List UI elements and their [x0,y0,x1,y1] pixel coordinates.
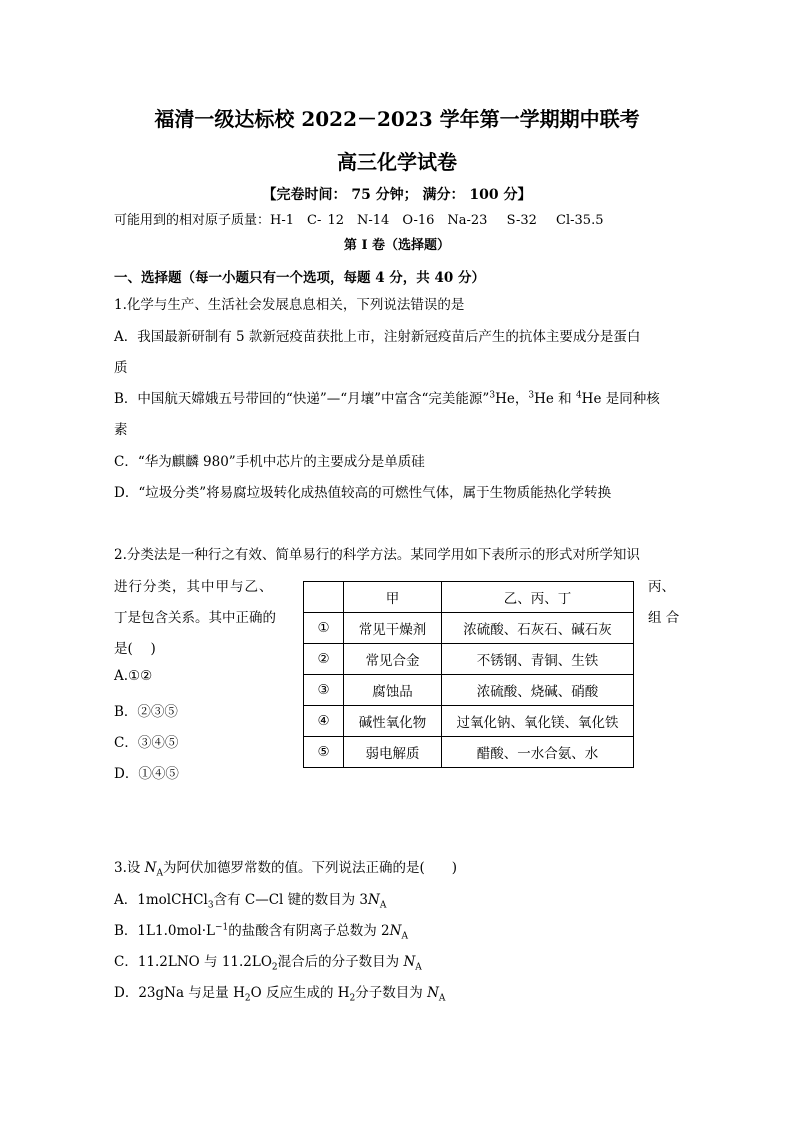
table-header-cell: 甲 [344,582,442,613]
table-row [304,613,634,644]
q3-option-d-text: 分子数目为 [355,985,428,1001]
q3-option-c-text: C．11.2LNO 与 11.2LO [114,954,272,970]
q2-option-c: C．③④⑤ [114,735,179,751]
table-cell: 过氧化钠、氧化镁、氧化铁 [442,706,634,737]
table-row [304,644,634,675]
exam-time-info: 【完卷时间： 75 分钟； 满分： 100 分】 [262,187,532,203]
q1-option-b-text: B．中国航天嫦娥五号带回的“快递”—“月壤”中富含“完美能源” [114,391,490,407]
table-cell: 醋酸、一水合氨、水 [442,737,634,768]
exam-title: 福清一级达标校 2022－2023 学年第一学期期中联考 [154,107,640,131]
avogadro-symbol: N [368,892,380,908]
q2-stem-line2: 进行分类，其中甲与乙、 [114,579,274,595]
q3-option-c [114,950,422,973]
q3-option-d-text: O 反应生成的 H [250,985,350,1001]
avogadro-symbol: N [144,860,157,876]
q1-option-d: D．“垃圾分类”将易腐垃圾转化成热值较高的可燃性气体，属于生物质能热化学转换 [114,485,612,501]
isotope-mass-number: 3 [489,390,496,401]
q1-option-c: C．“华为麒麟 980”手机中芯片的主要成分是单质硅 [114,454,425,470]
table-cell: 碱性氧化物 [344,706,442,737]
avogadro-symbol: N [403,954,416,970]
q2-option-b: B．②③⑤ [114,704,178,720]
superscript: −1 [214,922,229,933]
q1-option-b-cont: 素 [114,422,128,438]
q3-stem-text: 为阿伏加德罗常数的值。下列说法正确的是( ) [162,860,458,876]
avogadro-symbol: N [389,923,402,939]
table-row [304,737,634,768]
table-cell: ⑤ [304,737,344,768]
q2-stem-line4: 是( ) [114,641,156,657]
subscript: 2 [349,993,356,1004]
table-header-cell: 乙、丙、丁 [442,582,634,613]
table-cell: ④ [304,706,344,737]
table-cell: ① [304,613,344,644]
table-row [304,706,634,737]
subscript: 2 [271,962,278,973]
avogadro-subscript: A [379,900,387,911]
isotope-symbol: He 是同种核 [581,391,660,407]
table-cell: 不锈钢、青铜、生铁 [442,644,634,675]
part-one-heading: 一、选择题（每一小题只有一个选项，每题 4 分，共 40 分） [114,270,485,286]
q1-option-b [114,387,660,407]
table-cell: ③ [304,675,344,706]
table-cell: 腐蚀品 [344,675,442,706]
q1-option-a: A．我国最新研制有 5 款新冠疫苗获批上市，注射新冠疫苗后产生的抗体主要成分是蛋白 [114,329,641,345]
q3-stem-text: 3.设 [114,860,145,876]
exam-subtitle: 高三化学试卷 [337,150,457,174]
table-cell: 浓硫酸、石灰石、碱石灰 [442,613,634,644]
q3-option-c-text: 混合后的分子数目为 [277,954,404,970]
table-cell: 常见合金 [344,644,442,675]
isotope-symbol: He 和 [534,391,576,407]
subscript: 3 [207,900,214,911]
q2-stem-line3-right: 组 合 [648,610,680,626]
q2-stem: 2.分类法是一种行之有效、简单易行的科学方法。某同学用如下表所示的形式对所学知识 [114,547,640,563]
section-title: 第 I 卷（选择题） [343,238,451,253]
table-header-row [304,582,634,613]
q3-option-b [114,919,408,942]
table-row [304,675,634,706]
q3-option-d [114,981,445,1004]
q2-stem-line3: 丁是包含关系。其中正确的 [114,610,276,626]
isotope-mass-number: 3 [528,390,535,401]
avogadro-symbol: N [427,985,439,1001]
table-cell: 弱电解质 [344,737,442,768]
q1-stem: 1.化学与生产、生活社会发展息息相关，下列说法错误的是 [114,297,465,313]
q1-option-a-cont: 质 [114,360,128,376]
isotope-mass-number: 4 [575,390,582,401]
avogadro-subscript: A [156,868,163,879]
q3-option-b-text: B．1L1.0mol·L [114,923,215,939]
table-cell: 常见干燥剂 [344,613,442,644]
table-cell: ② [304,644,344,675]
q3-option-d-text: D．23gNa 与足量 H [114,985,245,1001]
subscript: 2 [244,993,251,1004]
isotope-symbol: He， [495,391,529,407]
classification-table [303,581,634,768]
avogadro-subscript: A [415,962,422,973]
q2-stem-line2-right: 丙、 [648,579,675,595]
q3-option-a-text: A．1molCHCl [114,892,208,908]
avogadro-subscript: A [438,993,446,1004]
q3-option-a-text: 含有 C—Cl 键的数目为 3 [213,892,369,908]
table-cell: 浓硫酸、烧碱、硝酸 [442,675,634,706]
q2-option-a: A.①② [114,668,153,684]
table-header-cell [304,582,344,613]
avogadro-subscript: A [401,931,408,942]
q3-option-b-text: 的盐酸含有阴离子总数为 2 [228,923,390,939]
q2-option-d: D．①④⑤ [114,766,179,782]
q3-option-a [114,888,386,911]
atomic-masses: 可能用到的相对原子质量：H-1 C- 12 N-14 O-16 Na-23 S-32 Cl-35.5 [114,213,604,228]
q3-stem [114,856,457,879]
